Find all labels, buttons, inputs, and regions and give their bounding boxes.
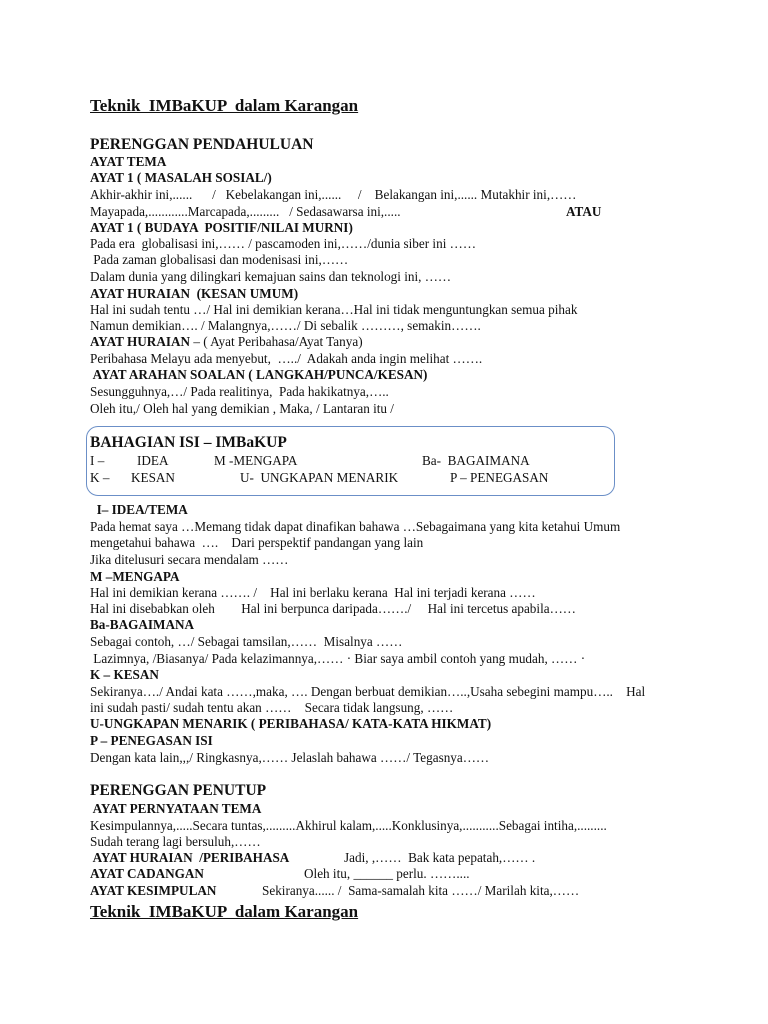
isi-box-r1c4: Ba- BAGAIMANA <box>422 453 530 468</box>
kesimpulan-label: AYAT KESIMPULAN <box>90 883 217 898</box>
isi-box-heading: BAHAGIAN ISI – IMBaKUP <box>90 434 287 451</box>
mengapa-line-2: Hal ini disebabkan oleh Hal ini berpunca daripada……./ Hal ini tercetus apabila…… <box>90 601 576 616</box>
huraian-penutup-label: AYAT HURAIAN /PERIBAHASA <box>90 850 290 865</box>
isi-box-r1c1: I – <box>90 453 105 468</box>
kesan-line-2: Namun demikian…. / Malangnya,……/ Di sebalik ………, semakin……. <box>90 318 481 333</box>
isi-box-r2c3: U- UNGKAPAN MENARIK <box>240 470 399 485</box>
kesan-heading: K – KESAN <box>90 667 159 682</box>
idea-line-2: mengetahui bahawa …. Dari perspektif pandangan yang lain <box>90 535 424 550</box>
ayat1-sosial-label: AYAT 1 ( MASALAH SOSIAL/) <box>90 170 272 185</box>
atau-label: ATAU <box>566 204 602 219</box>
ayat1-budaya-label: AYAT 1 ( BUDAYA POSITIF/NILAI MURNI) <box>90 220 353 235</box>
arahan-label: AYAT ARAHAN SOALAN ( LANGKAH/PUNCA/KESAN) <box>90 367 428 382</box>
budaya-line-2: Pada zaman globalisasi dan modenisasi ini,…… <box>90 252 349 267</box>
bagaimana-line-1: Sebagai contoh, …/ Sebagai tamsilan,…… Misalnya …… <box>90 634 403 649</box>
penegasan-line: Dengan kata lain,,,/ Ringkasnya,…… Jelaslah bahawa ……/ Tegasnya…… <box>90 750 490 765</box>
bagaimana-heading: Ba-BAGAIMANA <box>90 617 195 632</box>
ayat-tema-label: AYAT TEMA <box>90 154 167 169</box>
mengapa-heading: M –MENGAPA <box>90 569 180 584</box>
bagaimana-line-2: Lazimnya, /Biasanya/ Pada kelazimannya,…… · Biar saya ambil contoh yang mudah, …… · <box>90 651 586 666</box>
huraian-penutup-text: Jadi, ,…… Bak kata pepatah,…… . <box>344 850 536 865</box>
kesan-line-1: Hal ini sudah tentu …/ Hal ini demikian kerana…Hal ini tidak menguntungkan semua pihak <box>90 302 578 317</box>
kesan-isi-line-1: Sekiranya…./ Andai kata ……,maka, …. Dengan berbuat demikian…..,Usaha sebegini mampu….. Hal <box>90 684 646 699</box>
cadangan-label: AYAT CADANGAN <box>90 866 204 881</box>
isi-box-r2c4: P – PENEGASAN <box>450 470 549 485</box>
arahan-line-2: Oleh itu,/ Oleh hal yang demikian , Maka, / Lantaran itu / <box>90 401 394 416</box>
page-title: Teknik IMBaKUP dalam Karangan <box>90 96 359 115</box>
huraian-peribahasa-line <box>90 334 363 350</box>
cadangan-text: Oleh itu, ______ perlu. …….... <box>304 866 470 881</box>
budaya-line-1: Pada era globalisasi ini,…… / pascamoden ini,……/dunia siber ini …… <box>90 236 477 251</box>
section-heading-penutup: PERENGGAN PENUTUP <box>90 782 267 799</box>
sosial-line-2: Mayapada,............Marcapada,......... / Sedasawarsa ini,..... <box>90 204 401 219</box>
huraian-kesan-label: AYAT HURAIAN (KESAN UMUM) <box>90 286 299 301</box>
isi-box-r2c2: KESAN <box>131 470 175 485</box>
mengapa-line-1: Hal ini demikian kerana ……. / Hal ini berlaku kerana Hal ini terjadi kerana …… <box>90 585 536 600</box>
pernyataan-line-1: Kesimpulannya,.....Secara tuntas,.........Akhirul kalam,.....Konklusinya,...........Sebagai intiha,......... <box>90 818 607 833</box>
kesan-isi-line-2: ini sudah pasti/ sudah tentu akan …… Secara tidak langsung, …… <box>90 700 454 715</box>
budaya-line-3: Dalam dunia yang dilingkari kemajuan sains dan teknologi ini, …… <box>90 269 452 284</box>
idea-heading: I– IDEA/TEMA <box>90 502 188 517</box>
section-heading-pendahuluan: PERENGGAN PENDAHULUAN <box>90 136 314 153</box>
peribahasa-line: Peribahasa Melayu ada menyebut, …../ Adakah anda ingin melihat ……. <box>90 351 483 366</box>
pernyataan-line-2: Sudah terang lagi bersuluh,…… <box>90 834 261 849</box>
ungkapan-heading: U-UNGKAPAN MENARIK ( PERIBAHASA/ KATA-KATA HIKMAT) <box>90 716 492 731</box>
pernyataan-label: AYAT PERNYATAAN TEMA <box>90 801 262 816</box>
sosial-line-1: Akhir-akhir ini,...... / Kebelakangan ini,...... / Belakangan ini,...... Mutakhir ini,…… <box>90 187 577 202</box>
kesimpulan-text: Sekiranya...... / Sama-samalah kita ……/ Marilah kita,…… <box>262 883 580 898</box>
idea-line-3: Jika ditelusuri secara mendalam …… <box>90 552 289 567</box>
arahan-line-1: Sesungguhnya,…/ Pada realitinya, Pada hakikatnya,….. <box>90 384 389 399</box>
idea-line-1: Pada hemat saya …Memang tidak dapat dinafikan bahawa …Sebagaimana yang kita ketahui Umum <box>90 519 621 534</box>
page-title-bottom: Teknik IMBaKUP dalam Karangan <box>90 902 359 921</box>
isi-box-r1c3: M -MENGAPA <box>214 453 298 468</box>
huraian-peribahasa-bold: AYAT HURAIAN <box>90 334 191 349</box>
penegasan-heading: P – PENEGASAN ISI <box>90 733 213 748</box>
isi-box-r1c2: IDEA <box>137 453 169 468</box>
huraian-peribahasa-rest: – ( Ayat Peribahasa/Ayat Tanya) <box>190 334 363 349</box>
isi-box-r2c1: K – <box>90 470 110 485</box>
